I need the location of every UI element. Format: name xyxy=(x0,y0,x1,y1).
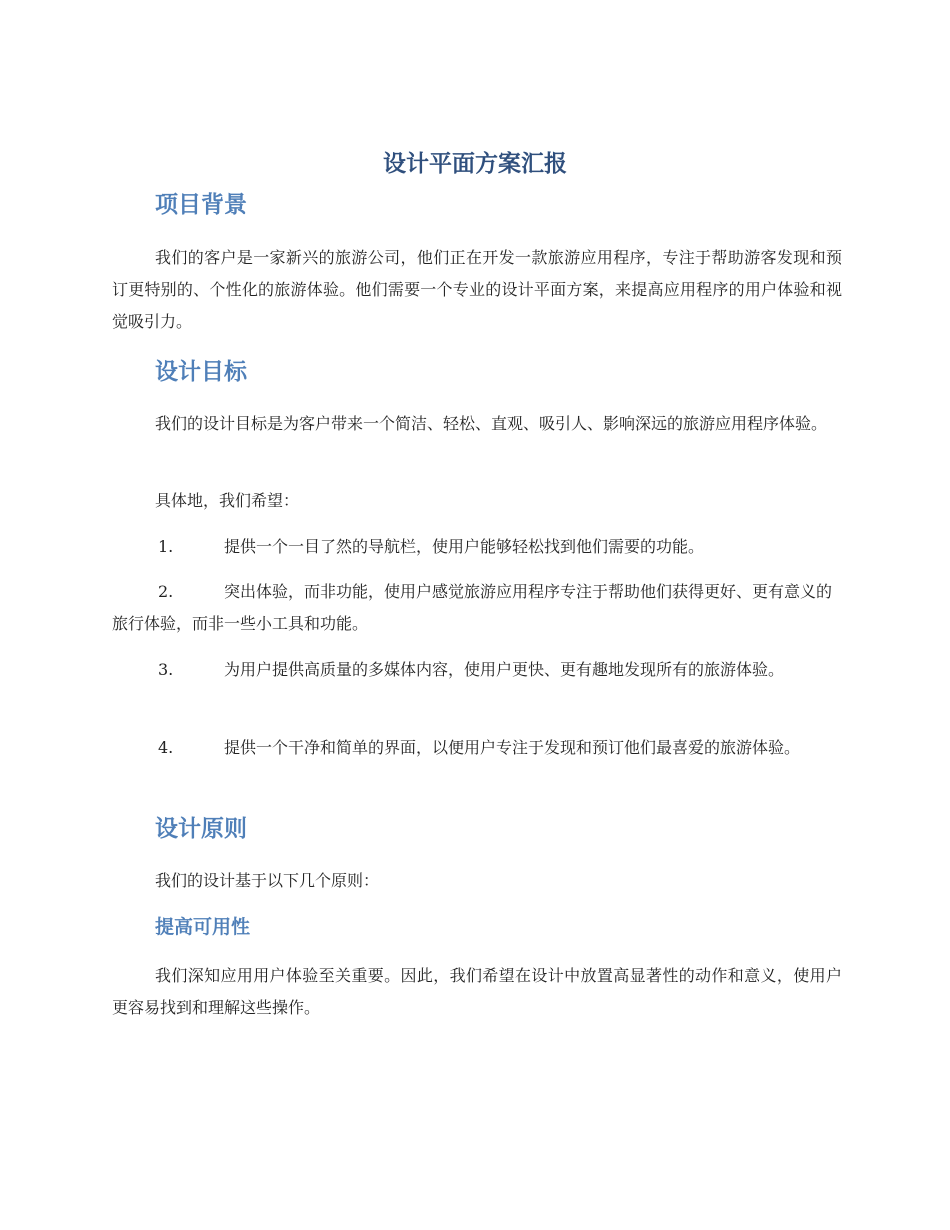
heading-design-principles: 设计原则 xyxy=(155,816,247,842)
list-item-text: 为用户提供高质量的多媒体内容，使用户更快、更有趣地发现所有的旅游体验。 xyxy=(224,660,785,679)
heading-project-background: 项目背景 xyxy=(155,192,247,218)
list-item-number: 2. xyxy=(158,582,174,601)
list-item xyxy=(112,732,842,764)
list-item-number: 4. xyxy=(158,738,174,757)
paragraph-principles-intro: 我们的设计基于以下几个原则： xyxy=(155,871,380,890)
list-item-text: 提供一个一目了然的导航栏，使用户能够轻松找到他们需要的功能。 xyxy=(224,537,705,556)
list-item-text: 突出体验，而非功能，使用户感觉旅游应用程序专注于帮助他们获得更好、更有意义的旅行体验，而非一些小工具和功能。 xyxy=(112,582,833,633)
list-item-number: 1. xyxy=(158,537,174,556)
paragraph-design-goals: 我们的设计目标是为客户带来一个简洁、轻松、直观、吸引人、影响深远的旅游应用程序体验。 xyxy=(155,414,828,433)
subheading-improve-usability: 提高可用性 xyxy=(155,916,251,938)
list-item xyxy=(112,654,842,686)
paragraph-project-background: 我们的客户是一家新兴的旅游公司，他们正在开发一款旅游应用程序，专注于帮助游客发现和预订更特别的、个性化的旅游体验。他们需要一个专业的设计平面方案，来提高应用程序的用户体验和视觉吸引力。 xyxy=(112,248,842,331)
list-item xyxy=(112,576,842,640)
heading-design-goals: 设计目标 xyxy=(155,359,247,385)
list-item-text: 提供一个干净和简单的界面，以便用户专注于发现和预订他们最喜爱的旅游体验。 xyxy=(224,738,801,757)
paragraph-improve-usability: 我们深知应用用户体验至关重要。因此，我们希望在设计中放置高显著性的动作和意义，使用户更容易找到和理解这些操作。 xyxy=(112,966,842,1017)
paragraph-goals-intro: 具体地，我们希望： xyxy=(155,491,300,510)
list-item-number: 3. xyxy=(158,660,174,679)
list-item xyxy=(112,531,842,563)
document-title: 设计平面方案汇报 xyxy=(383,151,567,177)
